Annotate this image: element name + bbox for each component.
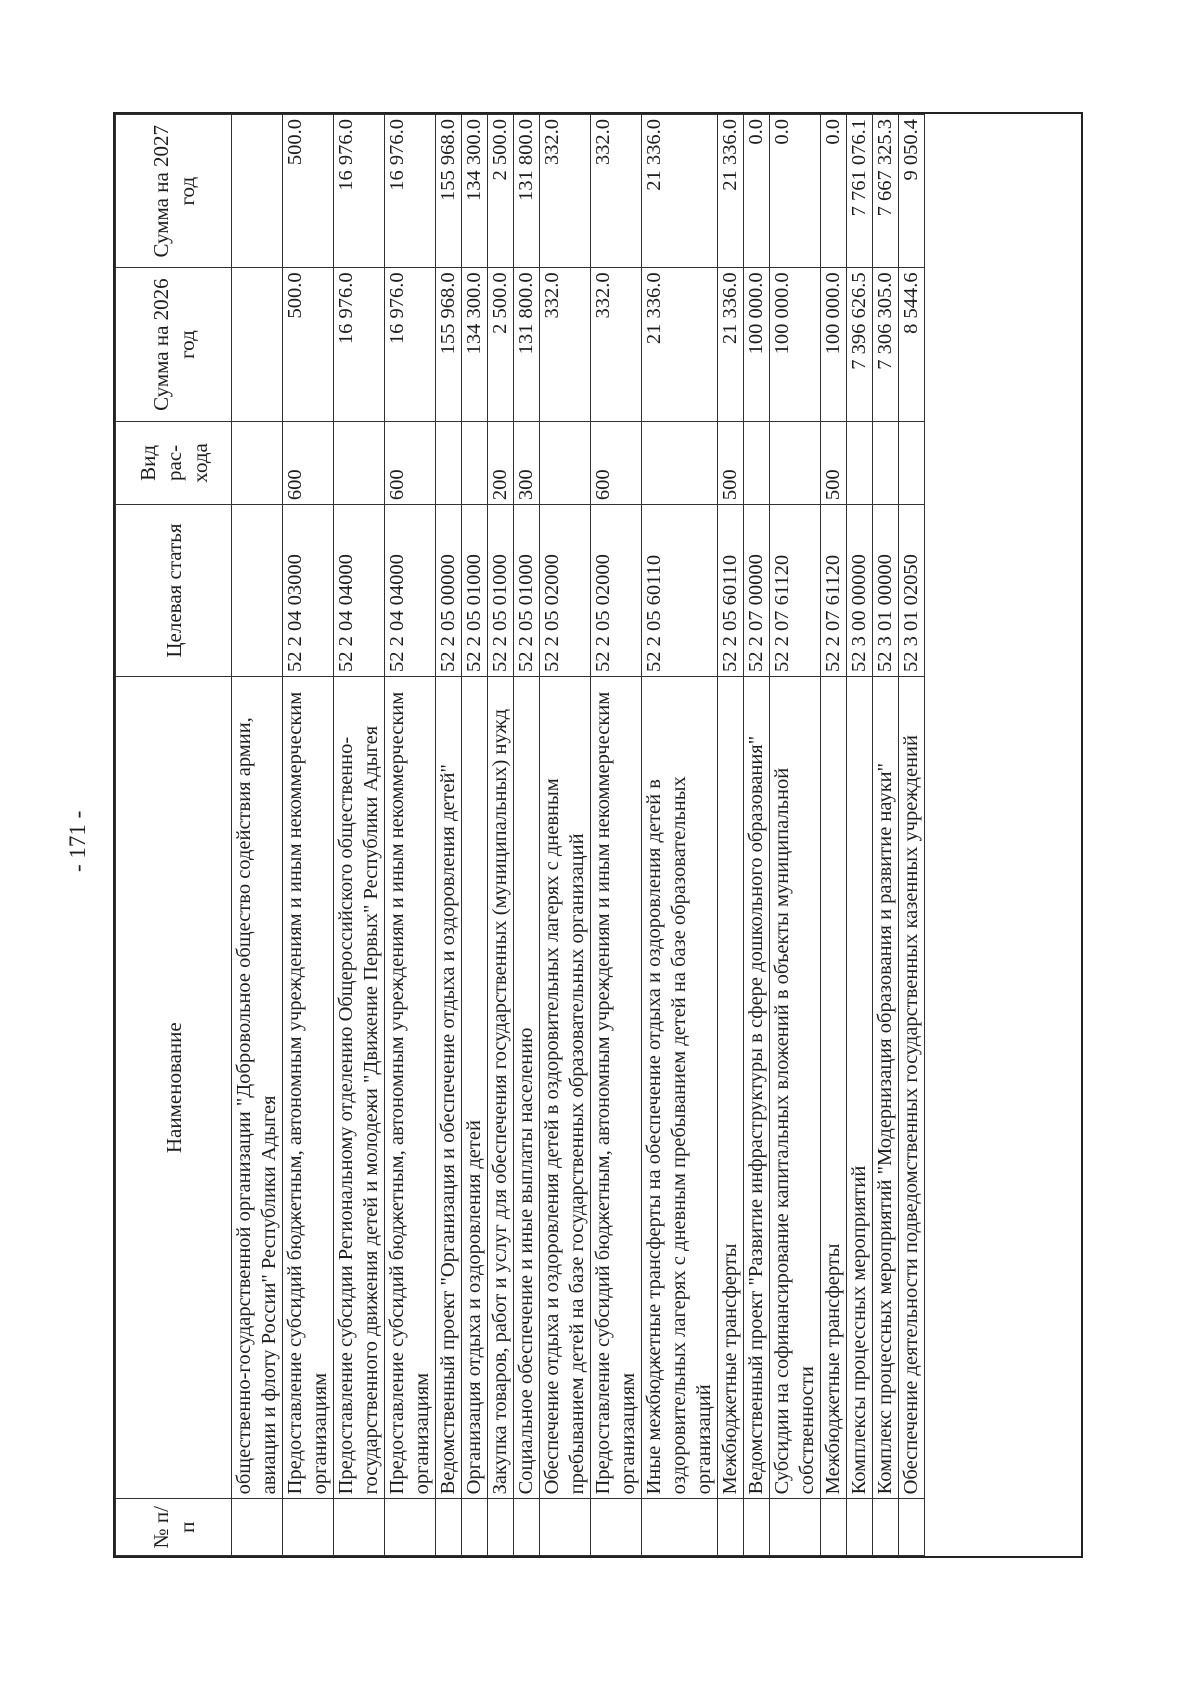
row-name-cell: Обеспечение деятельности подведомственных государственных казенных учреждений (899, 677, 925, 1499)
row-name-cell: общественно-государственной организации "Добровольное общество содействия армии, авиации и флоту России" Республики Адыгея (232, 677, 283, 1499)
row-number-cell (873, 1499, 899, 1556)
row-name-cell: Обеспечение отдыха и оздоровления детей в оздоровительных лагерях с дневным пребыванием детей на базе государственных образовательных организаций (540, 677, 591, 1499)
row-name-cell: Предоставление субсидий бюджетным, автономным учреждениям и иным некоммерческим организациям (591, 677, 642, 1499)
row-target-article-cell: 52 2 05 01000 (514, 505, 540, 677)
row-sum-2026-cell: 100 000.0 (770, 268, 821, 421)
row-sum-2027-cell: 0.0 (821, 115, 847, 268)
row-target-article-cell: 52 2 05 60110 (718, 505, 744, 677)
row-name-cell: Предоставление субсидий бюджетным, автономным учреждениям и иным некоммерческим организациям (385, 677, 436, 1499)
row-sum-2027-cell: 21 336.0 (642, 115, 718, 268)
row-target-article-cell: 52 2 05 01000 (488, 505, 514, 677)
row-sum-2027-cell: 500.0 (283, 115, 334, 268)
row-sum-2026-cell: 7 306 305.0 (873, 268, 899, 421)
header-sum-2026: Сумма на 2026 год (116, 268, 232, 421)
table-row (744, 115, 770, 1556)
row-number-cell (642, 1499, 718, 1556)
row-sum-2027-cell: 131 800.0 (514, 115, 540, 268)
row-name-cell: Межбюджетные трансферты (821, 677, 847, 1499)
row-name-cell: Комплексы процессных мероприятий (847, 677, 873, 1499)
row-sum-2026-cell: 131 800.0 (514, 268, 540, 421)
row-expense-type-cell (334, 421, 385, 504)
row-target-article-cell: 52 2 04 04000 (385, 505, 436, 677)
row-sum-2026-cell: 332.0 (591, 268, 642, 421)
row-sum-2027-cell: 332.0 (591, 115, 642, 268)
row-sum-2026-cell: 134 300.0 (462, 268, 488, 421)
row-expense-type-cell: 600 (283, 421, 334, 504)
row-name-cell: Межбюджетные трансферты (718, 677, 744, 1499)
budget-table (115, 114, 925, 1556)
row-number-cell (436, 1499, 462, 1556)
table-row (283, 115, 334, 1556)
row-target-article-cell: 52 2 05 60110 (642, 505, 718, 677)
row-expense-type-cell: 500 (821, 421, 847, 504)
row-number-cell (899, 1499, 925, 1556)
row-target-article-cell: 52 3 01 02050 (899, 505, 925, 677)
row-expense-type-cell (770, 421, 821, 504)
row-name-cell: Предоставление субсидии Региональному отделению Общероссийского общественно-государственного движения детей и молодежи "Движение Первых" Республики Адыгея (334, 677, 385, 1499)
row-sum-2027-cell: 16 976.0 (385, 115, 436, 268)
header-target-article: Целевая статья (116, 505, 232, 677)
row-name-cell: Комплекс процессных мероприятий "Модернизация образования и развитие науки" (873, 677, 899, 1499)
row-sum-2026-cell: 500.0 (283, 268, 334, 421)
row-sum-2027-cell: 2 500.0 (488, 115, 514, 268)
row-name-cell: Ведомственный проект "Организация и обеспечение отдыха и оздоровления детей" (436, 677, 462, 1499)
header-number: № п/п (116, 1499, 232, 1556)
table-row (540, 115, 591, 1556)
row-number-cell (232, 1499, 283, 1556)
row-expense-type-cell: 600 (591, 421, 642, 504)
row-target-article-cell: 52 2 05 01000 (462, 505, 488, 677)
row-sum-2026-cell: 100 000.0 (821, 268, 847, 421)
row-name-cell: Организация отдыха и оздоровления детей (462, 677, 488, 1499)
table-row (385, 115, 436, 1556)
row-expense-type-cell (642, 421, 718, 504)
row-target-article-cell: 52 2 07 61120 (821, 505, 847, 677)
row-target-article-cell: 52 3 01 00000 (873, 505, 899, 677)
row-sum-2026-cell: 155 968.0 (436, 268, 462, 421)
table-row (642, 115, 718, 1556)
row-target-article-cell: 52 2 07 00000 (744, 505, 770, 677)
budget-table-container (113, 112, 1083, 1558)
row-number-cell (821, 1499, 847, 1556)
row-name-cell: Закупка товаров, работ и услуг для обеспечения государственных (муниципальных) нужд (488, 677, 514, 1499)
row-sum-2026-cell: 16 976.0 (334, 268, 385, 421)
row-sum-2026-cell: 16 976.0 (385, 268, 436, 421)
row-number-cell (770, 1499, 821, 1556)
row-expense-type-cell (436, 421, 462, 504)
row-number-cell (591, 1499, 642, 1556)
row-number-cell (847, 1499, 873, 1556)
row-target-article-cell: 52 3 00 00000 (847, 505, 873, 677)
row-target-article-cell: 52 2 04 04000 (334, 505, 385, 677)
row-sum-2026-cell: 2 500.0 (488, 268, 514, 421)
row-target-article-cell: 52 2 05 00000 (436, 505, 462, 677)
table-body (232, 115, 925, 1556)
row-number-cell (334, 1499, 385, 1556)
table-row (821, 115, 847, 1556)
row-sum-2026-cell: 7 396 626.5 (847, 268, 873, 421)
table-row (770, 115, 821, 1556)
table-row (718, 115, 744, 1556)
row-target-article-cell: 52 2 04 03000 (283, 505, 334, 677)
table-row (462, 115, 488, 1556)
row-expense-type-cell (540, 421, 591, 504)
row-number-cell (540, 1499, 591, 1556)
row-sum-2027-cell: 7 761 076.1 (847, 115, 873, 268)
row-target-article-cell: 52 2 07 61120 (770, 505, 821, 677)
table-row (436, 115, 462, 1556)
row-target-article-cell: 52 2 05 02000 (540, 505, 591, 677)
row-expense-type-cell (899, 421, 925, 504)
row-expense-type-cell (744, 421, 770, 504)
table-row (873, 115, 899, 1556)
row-expense-type-cell: 200 (488, 421, 514, 504)
table-row (232, 115, 283, 1556)
row-sum-2027-cell: 155 968.0 (436, 115, 462, 268)
row-target-article-cell: 52 2 05 02000 (591, 505, 642, 677)
page-number: - 171 - (65, 810, 90, 872)
row-name-cell: Иные межбюджетные трансферты на обеспечение отдыха и оздоровления детей в оздоровительных лагерях с дневным пребыванием детей на базе образовательных организаций (642, 677, 718, 1499)
row-expense-type-cell: 600 (385, 421, 436, 504)
row-sum-2027-cell: 16 976.0 (334, 115, 385, 268)
row-name-cell: Ведомственный проект "Развитие инфраструктуры в сфере дошкольного образования" (744, 677, 770, 1499)
row-number-cell (385, 1499, 436, 1556)
row-target-article-cell (232, 505, 283, 677)
row-sum-2026-cell: 8 544.6 (899, 268, 925, 421)
table-row (847, 115, 873, 1556)
row-sum-2027-cell: 0.0 (770, 115, 821, 268)
table-row (514, 115, 540, 1556)
row-expense-type-cell (232, 421, 283, 504)
row-sum-2027-cell: 332.0 (540, 115, 591, 268)
row-name-cell: Социальное обеспечение и иные выплаты населению (514, 677, 540, 1499)
table-row (899, 115, 925, 1556)
row-sum-2026-cell: 100 000.0 (744, 268, 770, 421)
table-row (488, 115, 514, 1556)
row-sum-2027-cell: 134 300.0 (462, 115, 488, 268)
row-number-cell (744, 1499, 770, 1556)
row-sum-2027-cell: 21 336.0 (718, 115, 744, 268)
header-name: Наименование (116, 677, 232, 1499)
row-sum-2026-cell (232, 268, 283, 421)
table-header-row (116, 115, 232, 1556)
row-number-cell (462, 1499, 488, 1556)
header-sum-2027: Сумма на 2027 год (116, 115, 232, 268)
row-sum-2027-cell: 0.0 (744, 115, 770, 268)
row-expense-type-cell (873, 421, 899, 504)
row-sum-2026-cell: 21 336.0 (642, 268, 718, 421)
row-number-cell (718, 1499, 744, 1556)
row-number-cell (283, 1499, 334, 1556)
row-number-cell (488, 1499, 514, 1556)
table-row (591, 115, 642, 1556)
row-name-cell: Субсидии на софинансирование капитальных вложений в объекты муниципальной собственности (770, 677, 821, 1499)
row-number-cell (514, 1499, 540, 1556)
row-sum-2026-cell: 21 336.0 (718, 268, 744, 421)
row-sum-2027-cell: 7 667 325.3 (873, 115, 899, 268)
row-sum-2027-cell: 9 050.4 (899, 115, 925, 268)
row-expense-type-cell (462, 421, 488, 504)
row-sum-2027-cell (232, 115, 283, 268)
row-expense-type-cell: 300 (514, 421, 540, 504)
header-expense-type: Вид рас-хода (116, 421, 232, 504)
row-expense-type-cell: 500 (718, 421, 744, 504)
row-name-cell: Предоставление субсидий бюджетным, автономным учреждениям и иным некоммерческим организациям (283, 677, 334, 1499)
table-row (334, 115, 385, 1556)
row-expense-type-cell (847, 421, 873, 504)
row-sum-2026-cell: 332.0 (540, 268, 591, 421)
